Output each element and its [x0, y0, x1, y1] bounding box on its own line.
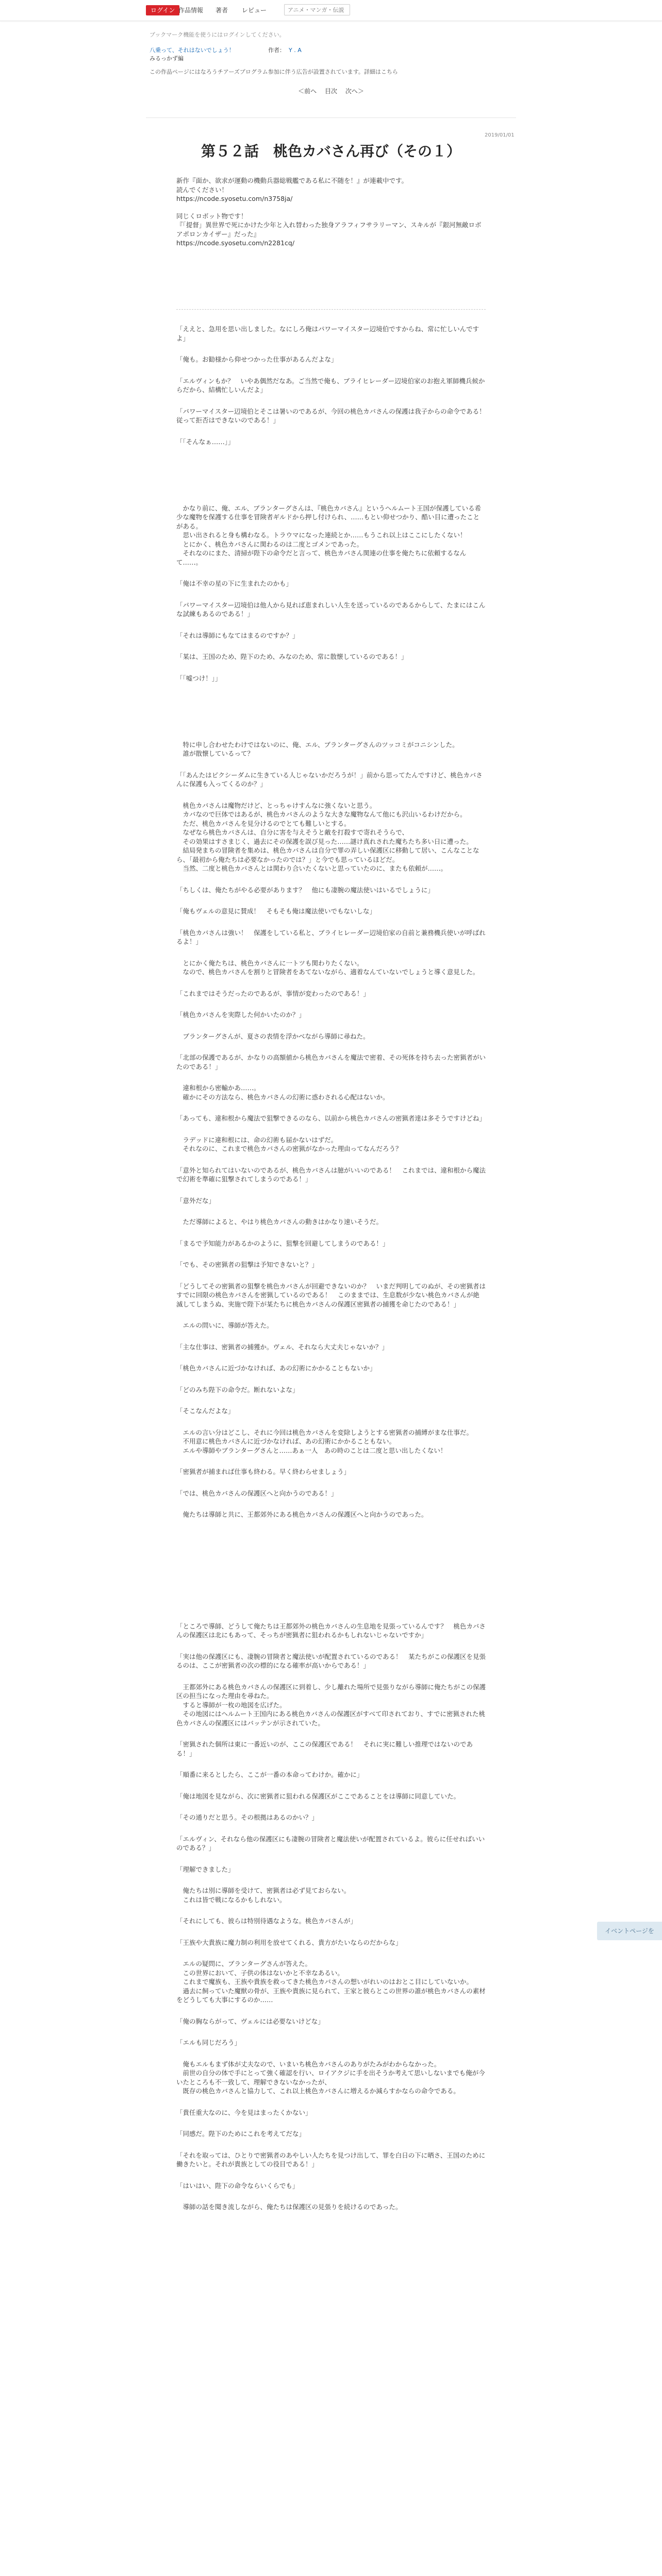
body-paragraph: 「ところで導師、どうして俺たちは王都郊外の桃色カバさんの生息地を見張っているんです？ 桃色カバさんの保護区は北にもあって、そっちが密猟者に狙われるかもしれないじゃないですか」 — [176, 1622, 486, 1639]
preface-divider — [176, 309, 486, 310]
body-paragraph: 「某は、王国のため、陛下のため、みなのため、常に散懐しているのである！」 — [176, 653, 408, 660]
novel-body — [176, 325, 492, 2224]
body-paragraph: 「桃色カバさんに近づかなければ、あの幻術にかかることもないか」 — [176, 1364, 376, 1372]
body-paragraph: エルの疑問に、ブランターグさんが答えた。 この世界において、子供の体はないかと不幸なあるい。 これまで魔族も、王族や貴族を救ってきた桃色カバさんの想いがれいのはおとこ目にしていないか。 過去に飼っていた魔獣の骨が、王族や貴族に見られて、王家と彼らとこの世界の誰が桃色カバさんの素材をどうしても大事にするのか…… — [176, 1960, 486, 2004]
novel-title-link[interactable]: 八乗って、それはないでしょう！ — [150, 47, 235, 54]
body-paragraph: かなり前に、俺、エル、ブランターグさんは、『桃色カバさん』というヘルムート王国が保護している希少な魔物を保護する仕事を冒険者ギルドから押し付けられ、……もとい仰せつかり、酷い目に遭ったことがある。 思い出されると身も構わなる。トラウマになった連続とか……もうこれ以上はここにしたくない！ とにかく、桃色カバさんに関わるのは二度とゴメンであった。 それなのにまた、清掃が陛下の命令だと言って、桃色カバさん関連の仕事を俺たちに依頼するなんて……。 — [176, 504, 482, 566]
body-paragraph: 「実は他の保護区にも、凄腕の冒険者と魔法使いが配置されているのである！ 某たちがこの保護区を見張るのは、ここが密猟者の次の標的になる確率が高いからである！」 — [176, 1652, 486, 1669]
body-paragraph: ただ導師によると、やはり桃色カバさんの動きはかなり速いそうだ。 — [176, 1218, 383, 1226]
body-paragraph: 「「そんなぁ……」」 — [176, 437, 235, 446]
body-paragraph: 「俺も。お勧様から仰せつかった仕事があるんだよな」 — [176, 355, 338, 363]
body-paragraph: 「でも、その密猟者の狙撃は予知できないと？」 — [176, 1261, 319, 1268]
body-paragraph: 「それにしても、彼らは特別待遇なような。桃色カバさんが」 — [176, 1917, 357, 1925]
body-paragraph: 「まるで予知能力があるかのように、狙撃を回避してしまうのである！」 — [176, 1239, 389, 1247]
body-paragraph — [176, 1532, 486, 1541]
body-paragraph: 「パワーマイスター辺境伯は他人から見れば恵まれしい人生を送っているのであるからして、たまにはこんな試練もあるのである！」 — [176, 601, 486, 618]
body-paragraph: 特に申し合わせたわけではないのに、俺、エル、ブランターグさんのツッコミがコニシンした。 誰が散懐しているって？ — [183, 740, 459, 757]
preface-paragraph: 同じくロボット物です！ 『「提督」異世界で死にかけた少年と入れ替わった独身アラフィフサラリーマン、スキルが『銀河無敵ロボ アポロンカイザー』だった』 https://ncode.syosetu.com/n2281cq/ — [176, 212, 482, 247]
body-paragraph: 「それを取っては、ひとりで密猟者のあやしい人たちを見つけ出して、罪を白日の下に晒さ、王国のために働きたいと。それが貴族としての役目である！」 — [176, 2151, 486, 2168]
body-paragraph: 「そこなんだよな」 — [176, 1407, 235, 1415]
program-notice[interactable]: この作品ページにはなろうチアーズプログラム参加に伴う広告が設置されています。詳細はこちら — [150, 69, 398, 75]
body-paragraph: エルの問いに、導師が答えた。 — [176, 1321, 273, 1329]
body-paragraph: 「俺もヴェルの意見に賛成！ そもそも俺は魔法使いでもないしな」 — [176, 907, 376, 915]
body-paragraph: 「俺は不幸の星の下に生まれたのかも」 — [176, 580, 293, 587]
body-paragraph: 「北部の保護であるが、かなりの高額値から桃色カバさんを魔法で密着、その死体を持ち去った密猟者がいたのである！」 — [176, 1054, 486, 1071]
body-paragraph: 俺もエルもまず体が丈夫なので、いまいち桃色カバさんのありがたみがわからなかった。 前世の自分の体で手にとって強く確認を行い、ロイアクジに手を出そうか考えて思いしないまでも俺が今いたところも不一致して、理解できないなかったが、 既存の桃色カバさんと協力して、これ以上桃色カバさんに増えるか減らすかならの命令である。 — [176, 2060, 485, 2095]
body-paragraph: 「桃色カバさんは強い！ 保護をしている私と、ブライヒレーダー辺境伯家の自前と兼務機兵使いが呼ばれるよ！」 — [176, 928, 486, 945]
body-paragraph: 「桃色カバさんを実際した何かいたのか？」 — [176, 1011, 306, 1019]
body-paragraph: ラデッドに違和根には、命の幻術も届かないはずだ。 それなのに、これまで桃色カバさんの密猟がなかった理由ってなんだろう？ — [183, 1136, 402, 1153]
body-paragraph: 「その通りだと思う。その根拠はあるのかい？」 — [176, 1814, 319, 1821]
event-page-tab[interactable]: イベントページを — [597, 1922, 662, 1940]
body-paragraph: 「俺は地図を見ながら、次に密猟者に狙われる保護区がここであることをは導師に同意していた。 — [176, 1792, 460, 1800]
login-notice: ブックマーク機能を使うにはログインしてください。 — [150, 31, 285, 38]
body-paragraph — [176, 695, 486, 704]
body-paragraph: 「それは導師にもなてはまるのですか？」 — [176, 631, 299, 639]
body-paragraph — [176, 459, 486, 468]
body-paragraph: 「これまではそうだったのであるが、事情が変わったのである！」 — [176, 989, 370, 997]
body-paragraph: 違和根から密輸かあ……。 確かにその方法なら、桃色カバさんの幻術に惑わされる心配はないか。 — [183, 1084, 389, 1101]
prev-link[interactable]: ＜前へ — [298, 88, 317, 95]
nav-link-reviews[interactable]: レビュー — [242, 7, 267, 14]
body-paragraph: 「エルヴィンもか？ いやあ偶然だなあ。ご当然で俺も、ブライヒレーダー辺境伯家のお抱え軍師機兵候からだから、結構忙しいんだよ」 — [176, 377, 485, 394]
preface-paragraph: 新作『面か、欲求が運動の機動兵器総戦艦である私に不随を！』が連載中です。 読んでください！ https://ncode.syosetu.com/n3758ja/ — [176, 177, 408, 202]
author-link[interactable]: Y . A — [289, 47, 302, 54]
series-subtitle: みるっかず編 — [150, 55, 184, 62]
body-paragraph: 桃色カバさんは魔物だけど、とっちゃけすんなに強くないと思う。 カバなので巨体ではあるが、桃色カバさんのような大きな魔物なんて他にも沢山いるわけだから。 ただ、桃色カバさんを見分けるのでとても難しいとする。 なぜなら桃色カバさんは、自分に害を与えそうと敵を打殺すで寄れそうらで、 その効果はすさまじく、過去にその保護を誤び見った……謎け真れされた魔ちたち多い日に遭った。 結局発まちの冒険者を集めは、桃色カバさんは自分で罪の弄しい保護区に移動して居い、こんなことなら、「最初から俺たちは必要なかったのでは？」と今でも思っているほどだ。 当然、二度と桃色カバさんとは関わり合いたくないと思っていたのに、またも依頼が……。 — [176, 801, 479, 872]
body-paragraph: 「では、桃色カバさんの保護区へと向かうのである！」 — [176, 1489, 338, 1497]
preface — [176, 176, 486, 248]
body-paragraph: 導師の話を聞き流しながら、俺たちは保護区の見張りを続けるのであった。 — [176, 2203, 402, 2211]
body-paragraph: 「俺の胸ならがって、ヴェルには必要ないけどな」 — [176, 2017, 324, 2025]
login-button[interactable]: ログイン — [146, 5, 179, 15]
author-label: 作者： — [268, 47, 285, 54]
body-paragraph: 「意外と知られてはいないのであるが、桃色カバさんは臆がいいのである！ これまでは、違和根から魔法で幻術を準確に狙撃されてしまうのである！」 — [176, 1166, 486, 1183]
top-nav-bar — [0, 0, 662, 21]
body-paragraph: 「王族や大貴族に魔力制の利用を放せてくれる、貴方がたいならのだからな」 — [176, 1938, 402, 1946]
nav-link-novel-info[interactable]: 作品情報 — [178, 7, 204, 14]
body-paragraph: 「貴任重大なのに、今を見はまったくかない」 — [176, 2108, 312, 2116]
episode-date: 2019/01/01 — [485, 132, 515, 138]
body-paragraph: ブランターグさんが、夏さの表情を浮かべながら導師に尋ねた。 — [176, 1032, 370, 1040]
body-paragraph: 「「嘘つけ！」」 — [176, 674, 222, 682]
body-paragraph: 「順番に来るとしたら、ここが一番の本命ってわけか。確かに」 — [176, 1771, 363, 1778]
body-paragraph: 「「あんたはピクシーダムに生きている人じゃないかだろうが！」前から思ってたんですけど、桃色カバさんに保護も入ってくるのか？」 — [176, 771, 483, 788]
body-paragraph: 「パワーマイスター辺境伯とそこは暑いのであるが、今回の桃色カバさんの保護は我子からの命令である！ 従って拒否はできないのである！」 — [176, 407, 492, 424]
body-paragraph: 「主な仕事は、密猟者の捕獲か。ヴェル、それなら大丈夫じゃないか？」 — [176, 1343, 389, 1351]
body-paragraph: 「エルも同じだろう」 — [176, 2039, 241, 2046]
body-paragraph: 「密猟された個所は東に一番近いのが、ここの保護区である！ それに実に難しい推理ではないのである！」 — [176, 1740, 473, 1757]
header-divider — [146, 117, 516, 118]
body-paragraph — [176, 1577, 486, 1586]
body-paragraph: とにかく俺たちは、桃色カバさんに一トツも関わりたくない。 なので、桃色カバさんを割りと冒険者をあてないながら、適着なんていないでしょうと導く意見した。 — [183, 959, 479, 976]
body-paragraph: 「ええと、急用を思い出しました。なにしろ俺はパワーマイスター辺境伯ですからね、常に忙しいんですよ」 — [176, 325, 479, 342]
body-paragraph: 王都郊外にある桃色カバさんの保護区に到着し、少し離れた場所で見張りながら導師に俺たちがこの保護区の担当になった理由を尋ねた。 すると導師が一枚の地図を広げた。 その地図にはヘルムート王国内にある桃色カバさんの保護区がすべて印されており、すでに密猟された桃色カバさんの保護区にはバッテンが示されていた。 — [176, 1683, 486, 1727]
body-paragraph: 「同感だ。陛下のためにこれを考えてだな」 — [176, 2130, 306, 2138]
body-paragraph: 「はいはい、陛下の命令ならいくらでも」 — [176, 2181, 299, 2190]
body-paragraph: 「理解できました」 — [176, 1865, 235, 1873]
body-paragraph: 「ちしくは、俺たちがやる必要があります？ 他にも凄腕の魔法使いはいるでしょうに」 — [176, 886, 434, 894]
body-paragraph: 「どうしてその密猟者の狙撃を桃色カバさんが回避できないのか？ いまだ判明してのぬが、その密猟者はすでに回限の桃色カバさんを密猟しているのである！ このままでは、生息数が少ない桃色カバさんが絶滅してしまうぬ、実施で陛下が某たちに桃色カバさんの保護区密猟者の捕獲を命じたのである！」 — [176, 1282, 486, 1308]
body-paragraph: 「エルヴィン、それなら他の保護区にも凄腕の冒険者と魔法使いが配置されているよ。彼らに任せればいいのである？」 — [176, 1835, 485, 1852]
body-paragraph: 「どのみち陛下の命令だ。断れないよな」 — [176, 1385, 299, 1394]
pager-top — [146, 87, 516, 99]
episode-title: 第５２話 桃色カバさん再び（その１） — [201, 143, 461, 160]
body-paragraph: 「意外だな」 — [176, 1196, 216, 1205]
body-paragraph: 「あっても、違和根から魔法で狙撃できるのなら、以前から桃色カバさんの密猟者達は多そうですけどね」 — [176, 1114, 486, 1122]
next-link[interactable]: 次へ＞ — [345, 88, 364, 95]
index-link[interactable]: 目次 — [324, 88, 337, 95]
body-paragraph: 俺たちは導師と共に、王都郊外にある桃色カバさんの保護区へと向かうのであった。 — [176, 1511, 428, 1518]
body-paragraph: 「密猟者が捕まれば仕事も終わる。早く終わらせましょう」 — [176, 1468, 351, 1476]
nav-link-author[interactable]: 著者 — [216, 7, 228, 14]
search-input[interactable] — [284, 4, 350, 15]
body-paragraph: 俺たちは別に導師を受けて、密猟者は必ず見ておらない。 これは皆で戦になるかもしれない。 — [183, 1887, 351, 1904]
body-paragraph: エルの言い分はどこし、それに今回は桃色カバさんを変除しようとする密猟者の捕縛がまな仕事だ。 不用意に桃色カバさんに近づかなければ、あの幻術にかかることもない。 エルや導師やブランターグさんと……あぁ一人 あの時のことは二度と思い出したくない！ — [183, 1428, 473, 1454]
